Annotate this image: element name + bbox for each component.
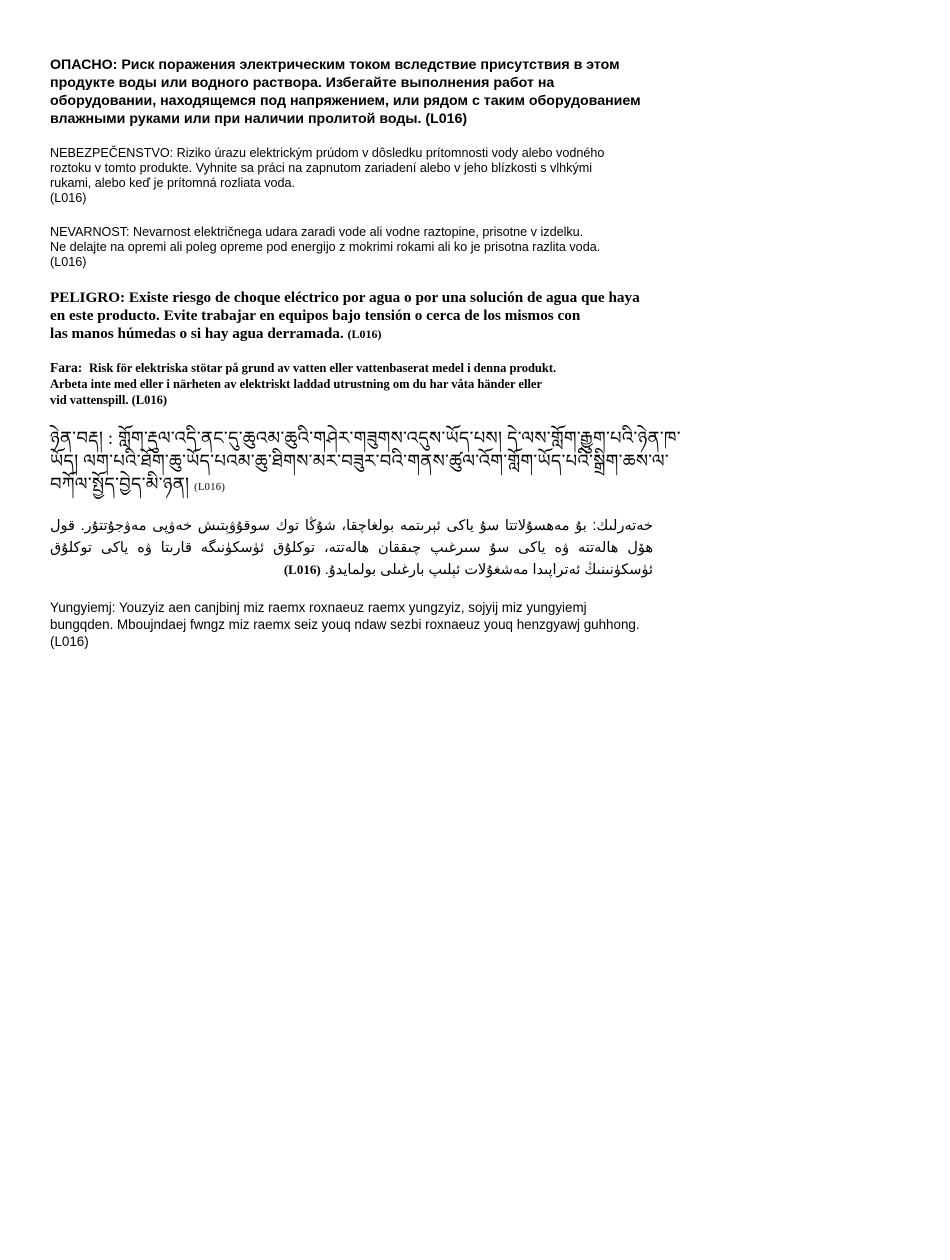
swedish-line-3: vid vattenspill. (L016) <box>50 393 168 407</box>
slovak-line-1: NEBEZPEČENSTVO: Riziko úrazu elektrickým prúdom v dôsledku prítomnosti vody alebo vodného <box>50 146 605 160</box>
spanish-line-3-wrap <box>50 325 690 343</box>
bulgarian-line-4: влажными руками или при наличии пролитой воды. (L016) <box>50 111 468 127</box>
slovak-line-3: rukami, alebo keď je prítomná rozliata voda. <box>50 176 296 190</box>
uyghur-notice <box>50 515 653 581</box>
bulgarian-line-2: продукте воды или водного раствора. Избегайте выполнения работ на <box>50 75 555 91</box>
spanish-line-1: PELIGRO: Existe riesgo de choque eléctrico por agua o por una solución de agua que haya <box>50 289 640 306</box>
bulgarian-line-1: ОПАСНО: Риск поражения электрическим током вследствие присутствия в этом <box>50 57 620 73</box>
bulgarian-notice <box>50 56 690 128</box>
swedish-line-2: Arbeta inte med eller i närheten av elektriskt laddad utrustning om du har våta händer eller <box>50 377 543 391</box>
spanish-code: (L016) <box>347 327 382 341</box>
zhuang-notice <box>50 599 690 650</box>
safety-notice-page <box>50 56 690 650</box>
uyghur-text: خەتەرلىك: بۇ مەھسۇلاتتا سۇ ياكى ئېرىتمە بولغاچقا، شۇڭا توك سوقۇۋېتىش خەۋپى مەۋجۇتتۇر. قول ھۆل ھالەتتە ۋە ياكى سۇ سىرغىپ چىققان ھالەتتە، توكلۇق ئۈسكۈنىگە قارىتا ۋە ياكى توكلۇق ئۈسكۈنىنىڭ ئەتراپىدا مەشغۇلات ئېلىپ بارغىلى بولمايدۇ. <box>50 518 653 578</box>
slovak-line-2: roztoku v tomto produkte. Vyhnite sa práci na zapnutom zariadení alebo v jeho blízkosti s vlhkými <box>50 161 593 175</box>
zhuang-line-3: (L016) <box>50 634 89 649</box>
swedish-label: Fara: <box>50 360 83 375</box>
spanish-line-3: las manos húmedas o si hay agua derramada. <box>50 325 344 342</box>
slovak-notice <box>50 146 690 206</box>
bulgarian-line-3: оборудовании, находящемся под напряжением, или рядом с таким оборудованием <box>50 93 641 109</box>
swedish-line-1: Risk för elektriska stötar på grund av vatten eller vattenbaserat medel i denna produkt. <box>88 361 557 375</box>
tibetan-text: ཉེན་བརྡ། : གློག་རྡུལ་འདི་ནང་དུ་ཆུའམ་ཆུའི་གཤེར་གཟུགས་འདུས་ཡོད་པས། དེ་ལས་གློག་རྒྱུག་པའི་ཉེན་ཁ་ཡོད། ལག་པའི་ཐོག་ཆུ་ཡོད་པའམ་ཆུ་ཐིགས་མར་བཟུར་བའི་གནས་ཚུལ་འོག་གློག་ཡོད་པའི་སྒྲིག་ཆས་ལ་བཀོལ་སྤྱོད་བྱེད་མི་ཉན། <box>50 428 681 494</box>
tibetan-notice <box>50 427 690 499</box>
slovenian-line-1: NEVARNOST: Nevarnost električnega udara zaradi vode ali vodne raztopine, prisotne v izdelku. <box>50 225 584 239</box>
zhuang-line-2: bungqden. Mboujndaej fwngz miz raemx seiz youq ndaw sezbi roxnaeuz youq henzgyawj guhhong. <box>50 617 640 632</box>
slovenian-line-3: (L016) <box>50 255 87 269</box>
zhuang-line-1: Yungyiemj: Youzyiz aen canjbinj miz raemx roxnaeuz raemx yungzyiz, sojyij miz yungyiemj <box>50 600 587 615</box>
tibetan-code: (L016) <box>194 482 226 493</box>
slovak-line-4: (L016) <box>50 191 87 205</box>
spanish-notice <box>50 289 690 343</box>
swedish-line-1-wrap <box>50 360 690 376</box>
uyghur-code: (L016) <box>283 562 321 577</box>
spanish-line-2: en este producto. Evite trabajar en equipos bajo tensión o cerca de los mismos con <box>50 307 581 324</box>
slovenian-line-2: Ne delajte na opremi ali poleg opreme pod energijo z mokrimi rokami ali ko je prisotna razlita voda. <box>50 240 601 254</box>
slovenian-notice <box>50 225 690 270</box>
swedish-notice <box>50 360 690 408</box>
